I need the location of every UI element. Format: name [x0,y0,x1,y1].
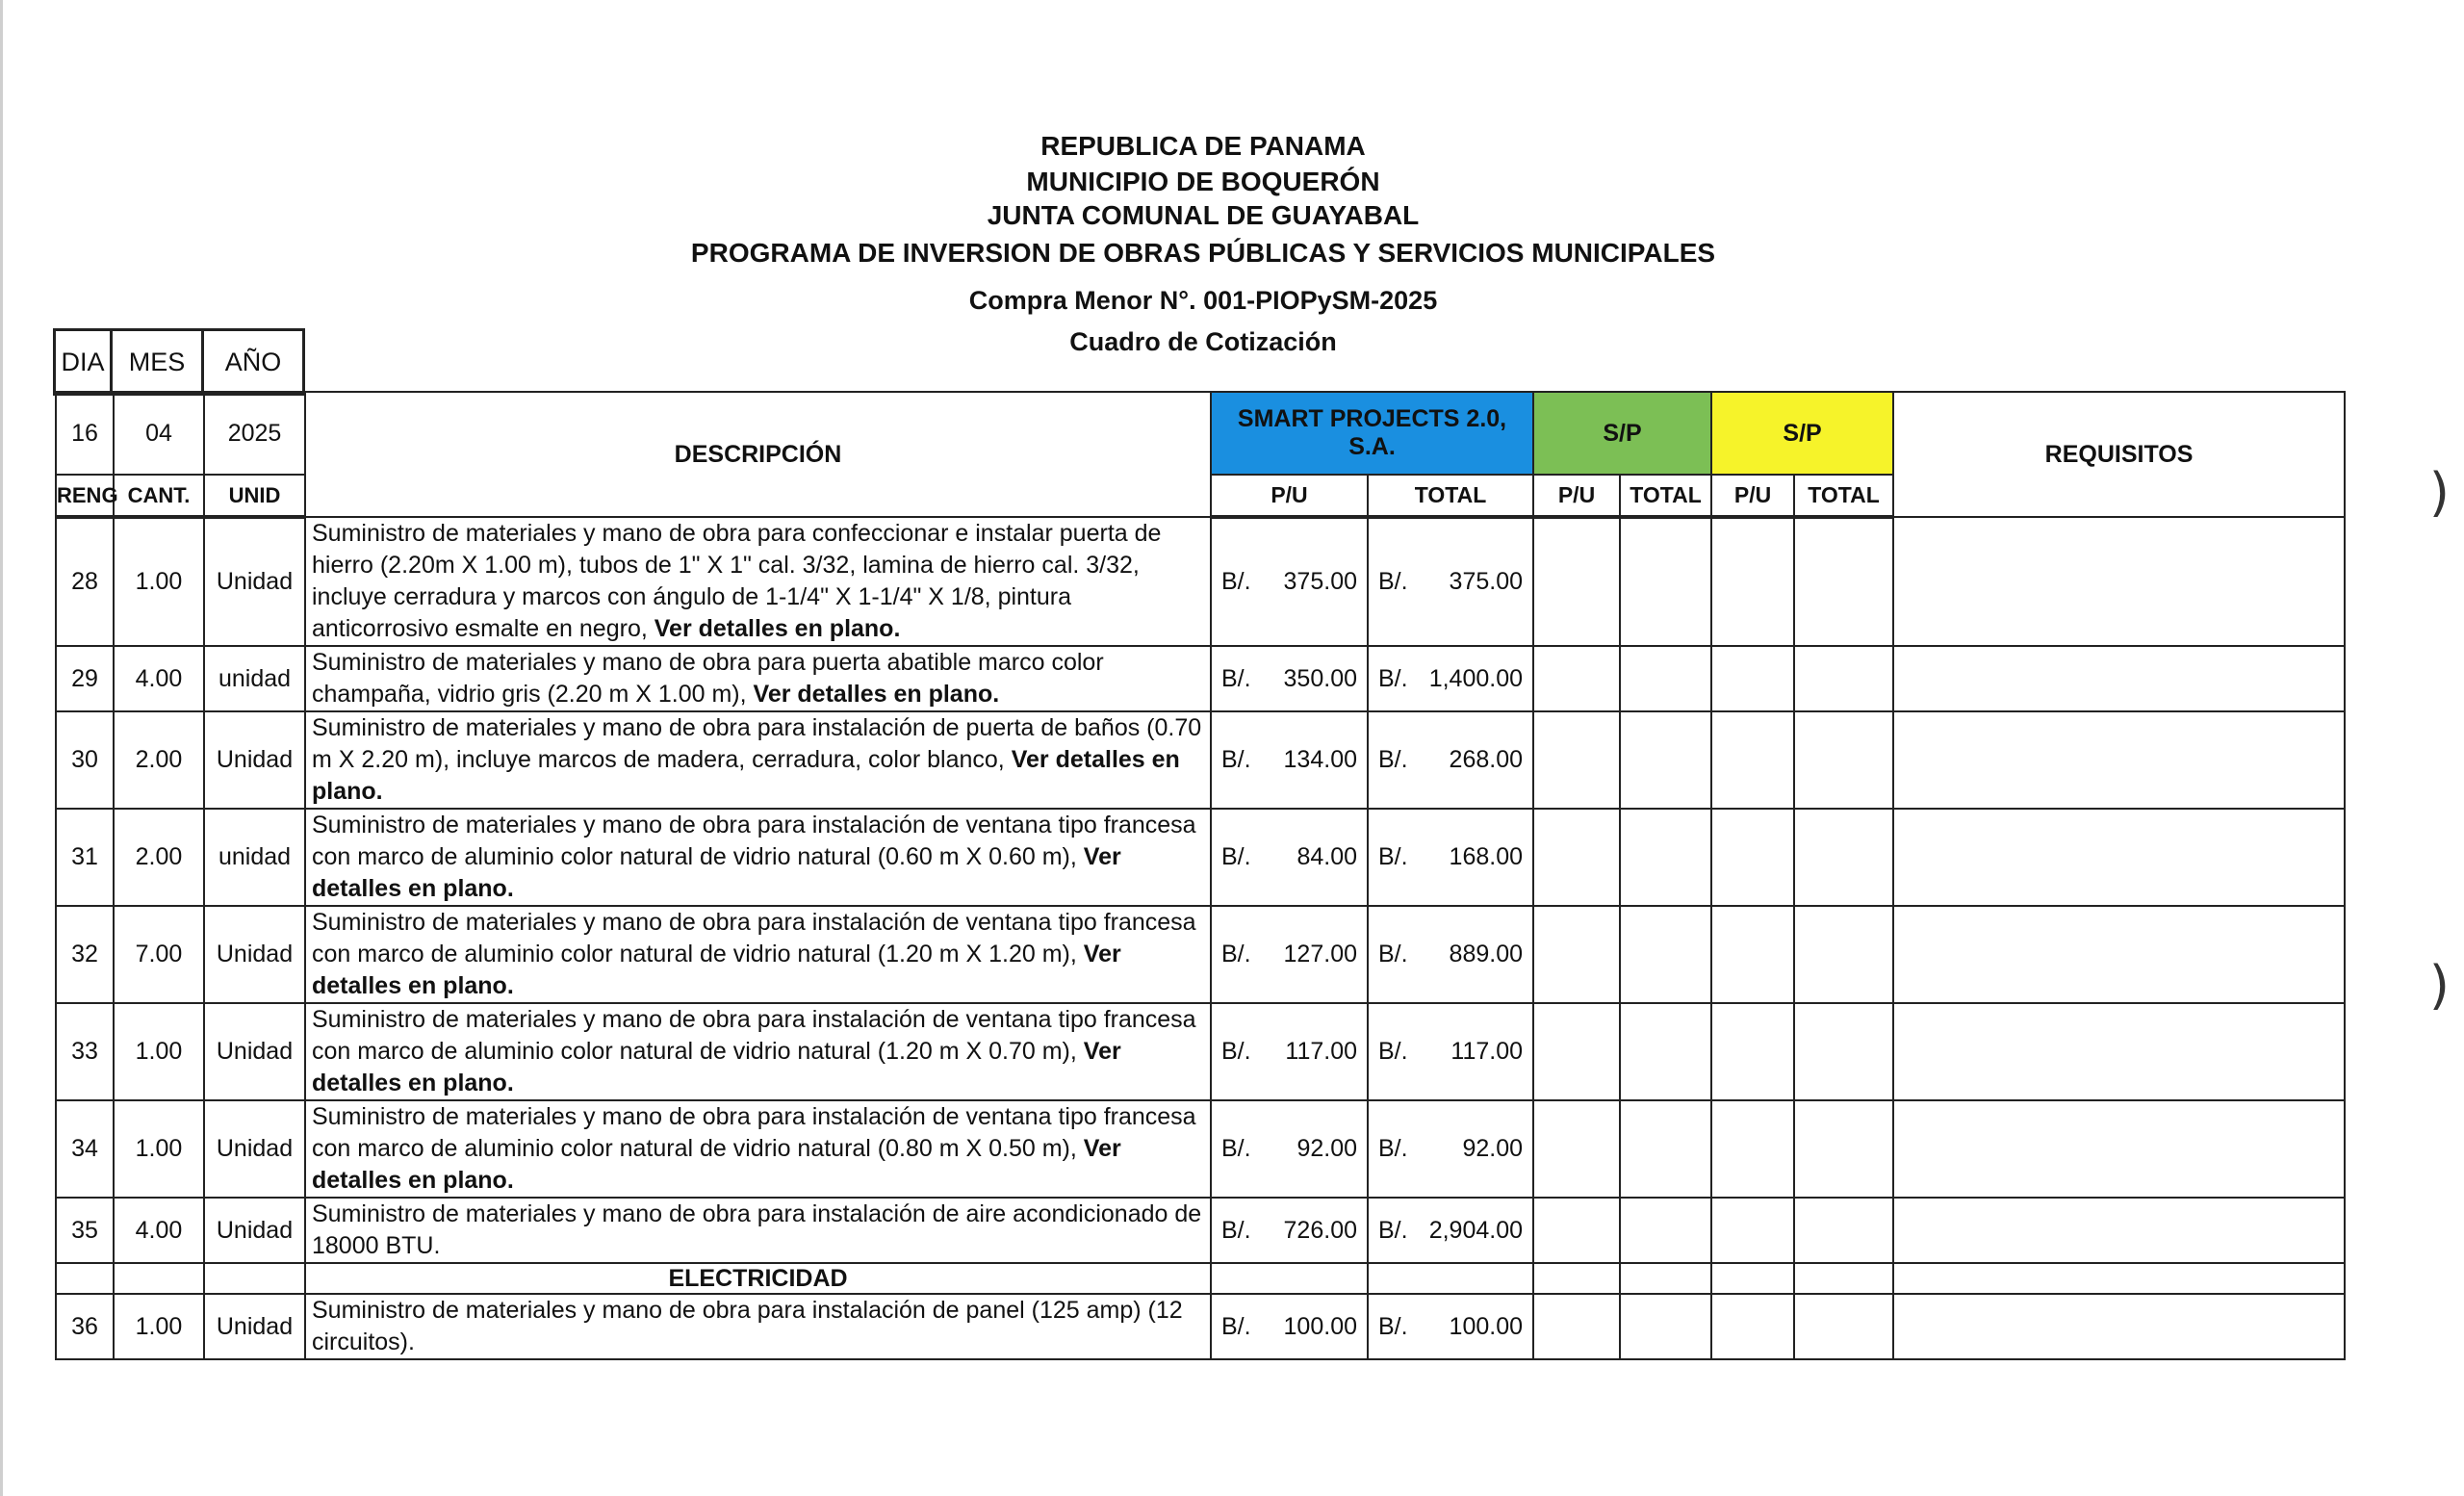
cell-reng: 34 [56,1100,114,1198]
cell-empty [1533,906,1620,1003]
cell-total [1368,809,1533,906]
cell-empty [1711,1100,1794,1198]
cell-unid: unidad [204,809,305,906]
desc-text: Suministro de materiales y mano de obra para puerta abatible marco color champaña, vidrio gris (2.20 m X 1.00 m), [312,649,1104,708]
desc-text: Suministro de materiales y mano de obra para instalación de ventana tipo francesa con marco de aluminio color natural de vidrio natural (0.60 m X 0.60 m), [312,812,1196,870]
total-value: 375.00 [1449,568,1524,595]
desc-plan-note: Ver detalles en plano. [312,746,1180,805]
table-row [56,646,2345,711]
header-vendor-sp-1: S/P [1533,392,1711,475]
currency-label: B/. [1378,1038,1408,1065]
cell-unid: Unidad [204,1294,305,1359]
cell-pu [1211,1294,1368,1359]
cell-total [1368,646,1533,711]
cell-empty [1533,517,1620,646]
cell-empty [1711,646,1794,711]
cell-empty [1620,517,1711,646]
table-row [56,906,2345,1003]
cell-unid: Unidad [204,1100,305,1198]
currency-label: B/. [1221,1135,1251,1162]
cell-empty [1794,517,1893,646]
header-total-1: TOTAL [1368,475,1533,517]
date-value-ano: 2025 [204,392,305,475]
cell-cant: 7.00 [114,906,204,1003]
cell-requisitos [1893,517,2345,646]
cell-total [1368,517,1533,646]
cell-reng: 28 [56,517,114,646]
desc-plan-note: Ver detalles en plano. [312,843,1121,902]
cell-empty [1620,1100,1711,1198]
cell-empty [1794,906,1893,1003]
header-pu-3: P/U [1711,475,1794,517]
cell-empty [1711,809,1794,906]
desc-text: Suministro de materiales y mano de obra para instalación de ventana tipo francesa con marco de aluminio color natural de vidrio natural (0.80 m X 0.50 m), [312,1103,1196,1162]
header-pu-1: P/U [1211,475,1368,517]
cell-unid: Unidad [204,1198,305,1263]
pu-value: 100.00 [1283,1312,1357,1340]
cell-pu [1211,1100,1368,1198]
pu-value: 84.00 [1296,843,1357,870]
cell-empty [1620,809,1711,906]
cell-pu [1211,646,1368,711]
pu-value: 92.00 [1296,1135,1357,1162]
cell-requisitos [1893,711,2345,809]
cell-empty [1794,1003,1893,1100]
cell-total [1368,711,1533,809]
cell-empty [1711,1003,1794,1100]
cell-empty [1620,646,1711,711]
cell-cant: 4.00 [114,646,204,711]
title-municipality: MUNICIPIO DE BOQUERÓN [1026,167,1380,196]
cell-cant: 1.00 [114,1003,204,1100]
currency-label: B/. [1378,843,1408,870]
cell-cant: 1.00 [114,1294,204,1359]
document-title: Cuadro de Cotización [1069,327,1337,356]
cell-empty [1794,1100,1893,1198]
header-total-3: TOTAL [1794,475,1893,517]
desc-plan-note: Ver detalles en plano. [753,681,1000,708]
date-value-mes: 04 [114,392,204,475]
cell-empty [1620,1198,1711,1263]
title-council: JUNTA COMUNAL DE GUAYABAL [987,200,1420,230]
desc-text: Suministro de materiales y mano de obra para instalación de puerta de baños (0.70 m X 2.20 m), incluye marcos de madera, cerradura, color blanco, [312,714,1202,773]
table-row [56,809,2345,906]
cell-pu [1211,1198,1368,1263]
cell-requisitos [1893,1003,2345,1100]
table-row [56,517,2345,646]
cell-requisitos [1893,1198,2345,1263]
cell-descripcion [305,1100,1211,1198]
currency-label: B/. [1221,1038,1251,1065]
currency-label: B/. [1378,1135,1408,1162]
currency-label: B/. [1221,568,1251,595]
pu-value: 127.00 [1283,941,1357,967]
cell-empty [1620,1003,1711,1100]
table-row [56,1198,2345,1263]
cell-cant: 1.00 [114,517,204,646]
currency-label: B/. [1221,746,1251,773]
cell-total [1368,1198,1533,1263]
total-value: 889.00 [1449,941,1524,967]
cell-descripcion [305,646,1211,711]
cell-reng: 31 [56,809,114,906]
total-value: 117.00 [1450,1038,1524,1065]
desc-plan-note: Ver detalles en plano. [654,615,901,642]
header-cant: CANT. [114,475,204,517]
cell-unid: Unidad [204,711,305,809]
cell-empty [1711,517,1794,646]
cell-empty [1620,906,1711,1003]
date-label-ano: AÑO [203,330,304,395]
purchase-number: Compra Menor N°. 001-PIOPySM-2025 [968,286,1438,315]
cell-reng: 30 [56,711,114,809]
cell-cant: 2.00 [114,711,204,809]
currency-label: B/. [1378,1216,1408,1244]
quotation-table [55,391,2346,1360]
header-reng: RENG [56,475,114,517]
binder-mark: ) [2428,462,2450,523]
cell-descripcion [305,1198,1211,1263]
section-electricidad: ELECTRICIDAD [305,1263,1211,1294]
pu-value: 117.00 [1285,1038,1357,1065]
cell-empty [1533,1100,1620,1198]
header-vendor-sp-2: S/P [1711,392,1893,475]
binder-mark: ) [2428,955,2450,1016]
currency-label: B/. [1378,941,1408,967]
cell-requisitos [1893,646,2345,711]
cell-empty [1711,1198,1794,1263]
cell-reng: 35 [56,1198,114,1263]
cell-empty [1711,711,1794,809]
table-row [56,1100,2345,1198]
cell-empty [1533,1003,1620,1100]
currency-label: B/. [1378,664,1408,692]
cell-descripcion [305,1003,1211,1100]
desc-plan-note: Ver detalles en plano. [312,1135,1121,1194]
total-value: 100.00 [1449,1312,1524,1340]
currency-label: B/. [1221,843,1251,870]
desc-text: Suministro de materiales y mano de obra para instalación de ventana tipo francesa con marco de aluminio color natural de vidrio natural (1.20 m X 0.70 m), [312,1006,1196,1065]
currency-label: B/. [1221,664,1251,692]
total-value: 1,400.00 [1428,664,1524,692]
total-value: 2,904.00 [1428,1216,1524,1244]
date-label-dia: DIA [55,330,112,395]
pu-value: 726.00 [1283,1216,1357,1244]
desc-text: Suministro de materiales y mano de obra para instalación de aire acondicionado de 18000 BTU. [312,1200,1202,1259]
desc-plan-note: Ver detalles en plano. [312,941,1121,999]
cell-requisitos [1893,1100,2345,1198]
table-row [56,1294,2345,1359]
cell-total [1368,1100,1533,1198]
cell-pu [1211,809,1368,906]
cell-total [1368,1003,1533,1100]
currency-label: B/. [1221,1312,1251,1340]
cell-empty [1711,906,1794,1003]
table-row [56,1003,2345,1100]
cell-pu [1211,711,1368,809]
pu-value: 350.00 [1283,664,1357,692]
cell-empty [1533,809,1620,906]
header-vendor-smart-projects: SMART PROJECTS 2.0, S.A. [1211,392,1533,475]
header-requisitos: REQUISITOS [1893,392,2345,517]
cell-unid: Unidad [204,1003,305,1100]
cell-empty [1794,711,1893,809]
cell-pu [1211,1003,1368,1100]
cell-descripcion [305,711,1211,809]
cell-total [1368,1294,1533,1359]
total-value: 268.00 [1449,746,1524,773]
currency-label: B/. [1221,1216,1251,1244]
cell-reng: 36 [56,1294,114,1359]
cell-empty [1794,809,1893,906]
header-unid: UNID [204,475,305,517]
cell-descripcion [305,1294,1211,1359]
header-total-2: TOTAL [1620,475,1711,517]
date-labels [53,328,305,396]
cell-pu [1211,906,1368,1003]
table-row [56,711,2345,809]
total-value: 92.00 [1462,1135,1524,1162]
cell-requisitos [1893,809,2345,906]
header-pu-2: P/U [1533,475,1620,517]
cell-total [1368,906,1533,1003]
cell-cant: 4.00 [114,1198,204,1263]
header-descripcion: DESCRIPCIÓN [305,392,1211,517]
currency-label: B/. [1378,568,1408,595]
cell-empty [1533,711,1620,809]
cell-unid: unidad [204,646,305,711]
cell-descripcion [305,809,1211,906]
total-value: 168.00 [1449,843,1524,870]
cell-reng: 32 [56,906,114,1003]
cell-descripcion [305,906,1211,1003]
cell-empty [1533,646,1620,711]
cell-reng: 33 [56,1003,114,1100]
desc-text: Suministro de materiales y mano de obra para instalación de panel (125 amp) (12 circuitos). [312,1297,1183,1355]
date-value-dia: 16 [56,392,114,475]
pu-value: 375.00 [1283,568,1357,595]
cell-requisitos [1893,906,2345,1003]
cell-empty [1533,1198,1620,1263]
date-label-mes: MES [112,330,203,395]
desc-text: Suministro de materiales y mano de obra para confeccionar e instalar puerta de hierro (2.20m X 1.00 m), tubos de 1" X 1" cal. 3/32, lamina de hierro cal. 3/32, incluye cerradura y marcos con ángulo de 1-1/4" X 1-1/4" X 1/8, pintura anticorrosivo esmalte en negro, [312,520,1162,642]
title-republic: REPUBLICA DE PANAMA [1040,131,1366,161]
desc-plan-note: Ver detalles en plano. [312,1038,1121,1096]
currency-label: B/. [1378,1312,1408,1340]
pu-value: 134.00 [1283,746,1357,773]
cell-empty [1794,646,1893,711]
cell-descripcion [305,517,1211,646]
cell-cant: 2.00 [114,809,204,906]
cell-unid: Unidad [204,906,305,1003]
desc-text: Suministro de materiales y mano de obra para instalación de ventana tipo francesa con marco de aluminio color natural de vidrio natural (1.20 m X 1.20 m), [312,909,1196,967]
cell-reng: 29 [56,646,114,711]
cell-pu [1211,517,1368,646]
currency-label: B/. [1221,941,1251,967]
cell-cant: 1.00 [114,1100,204,1198]
cell-empty [1620,711,1711,809]
cell-unid: Unidad [204,517,305,646]
table-body [56,517,2345,1263]
cell-empty [1794,1198,1893,1263]
title-program: PROGRAMA DE INVERSION DE OBRAS PÚBLICAS Y SERVICIOS MUNICIPALES [690,238,1716,268]
currency-label: B/. [1378,746,1408,773]
